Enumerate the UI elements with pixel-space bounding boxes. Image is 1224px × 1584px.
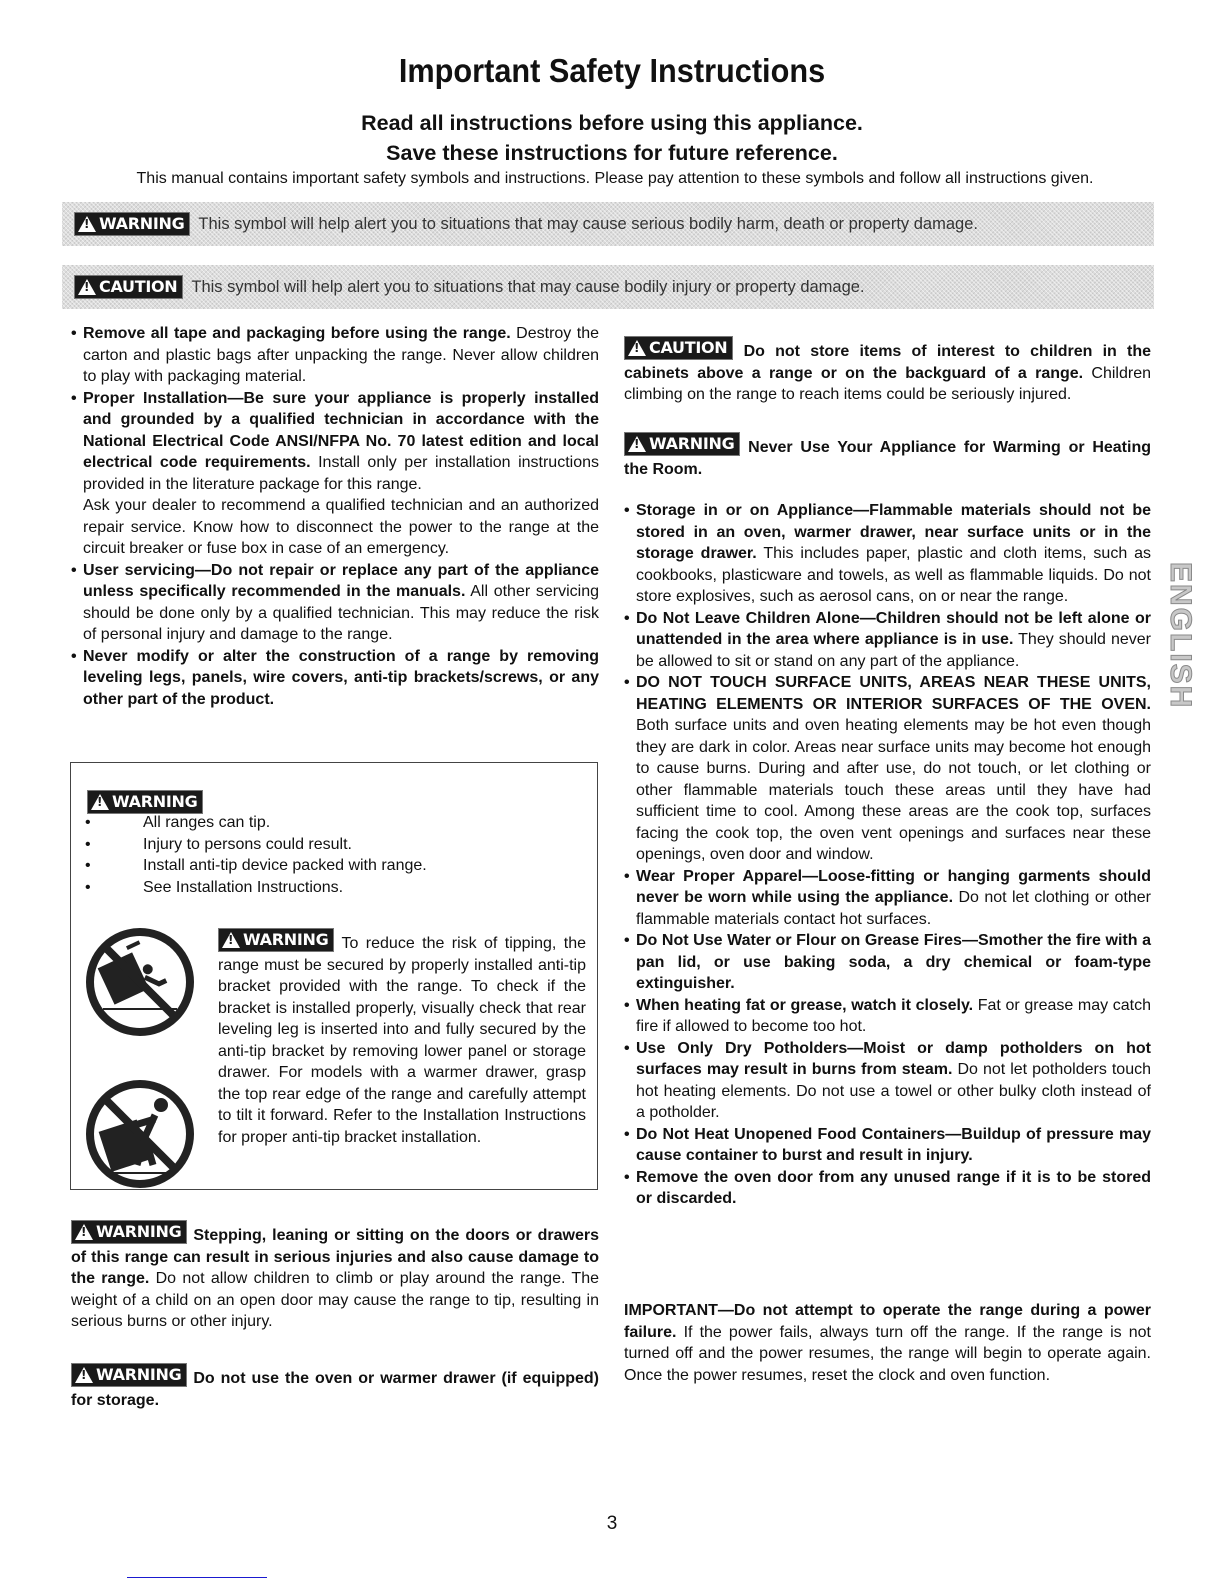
list-item: • Proper Installation—Be sure your appliance is properly installed and grounded by a qualified technician in accordance with the National Electrical Code ANSI/NFPA No. 70 latest edition and local electrical code requirements. Install only per installation instructions provided in the literature package for this range. [71, 388, 599, 496]
list-item: • When heating fat or grease, watch it closely. Fat or grease may catch fire if allowed to become too hot. [624, 995, 1151, 1038]
list-item: • See Installation Instructions. [71, 877, 571, 899]
list-item: • Never modify or alter the construction of a range by removing leveling legs, panels, wire covers, anti-tip brackets/screws, or any other part of the product. [71, 646, 599, 711]
list-item: • Remove all tape and packaging before using the range. Destroy the carton and plastic bags after unpacking the range. Never allow children to play with packaging material. [71, 323, 599, 388]
alert-triangle-icon [75, 1224, 93, 1240]
right-bullets [624, 500, 1151, 1210]
list-item: • Do Not Use Water or Flour on Grease Fires—Smother the fire with a pan lid, or use baking soda, a dry chemical or foam-type extinguisher. [624, 930, 1151, 995]
anti-tip-warning-box [70, 762, 598, 1190]
warning-banner [62, 202, 1154, 246]
warning-badge: ! WARNING [87, 790, 203, 814]
list-item: • Wear Proper Apparel—Loose-fitting or hanging garments should never be worn while using the appliance. Do not let clothing or other flammable materials contact hot surfaces. [624, 866, 1151, 931]
subtitle-save: Save these instructions for future reference. [386, 141, 838, 165]
no-tipping-adult-icon [83, 1077, 197, 1191]
language-tab-label: ENGLISH [1164, 562, 1197, 710]
important-power-failure: IMPORTANT—Do not attempt to operate the range during a power failure. If the power fails, always turn off the range. If the range is not turned off and the power resumes, the range will begin to operate again. Once the power resumes, reset the clock and oven function. [624, 1302, 1151, 1384]
language-tab [1163, 562, 1203, 712]
banner-text: This symbol will help alert you to situations that may cause serious bodily harm, death or property damage. [198, 214, 978, 233]
page-number: 3 [606, 1513, 618, 1534]
link-underline[interactable] [127, 1577, 267, 1578]
dealer-note: Ask your dealer to recommend a qualified technician and an authorized repair service. Know how to disconnect the power to the range at the circuit breaker or fuse box in case of an emergency. [83, 497, 599, 557]
alert-triangle-icon [628, 436, 646, 452]
list-item: • Do Not Leave Children Alone—Children should not be left alone or unattended in the area where appliance is in use. They should never be allowed to sit or stand on any part of the appliance. [624, 608, 1151, 673]
alert-triangle-icon [75, 1367, 93, 1383]
list-item: • DO NOT TOUCH SURFACE UNITS, AREAS NEAR THESE UNITS, HEATING ELEMENTS OR INTERIOR SURFACES OF THE OVEN. Both surface units and oven heating elements may be hot even though they are dark in color. Areas near surface units may become hot enough to cause burns. During and after use, do not touch, or let clothing or other flammable materials touch these areas until they have had sufficient time to cool. Among these areas are the cook top, surfaces facing the cook top, the oven vent openings and surfaces near these openings, oven door and window. [624, 672, 1151, 866]
warning-stepping: ! WARNING Stepping, leaning or sitting on the doors or drawers of this range can result in serious injuries and also cause damage to the range. Do not allow children to climb or play around the range. The weight of a child on an open door may cause the range to tip, resulting in serious burns or other injury. [71, 1220, 599, 1333]
caution-cabinets: ! CAUTION Do not store items of interest to children in the cabinets above a range or on the backguard of a range. Children climbing on the range to reach items could be seriously injured. [624, 336, 1151, 406]
page-title: Important Safety Instructions [398, 52, 826, 89]
list-item: • Do Not Heat Unopened Food Containers—Buildup of pressure may cause container to burst and result in injury. [624, 1124, 1151, 1167]
warning-heating: ! WARNING Never Use Your Appliance for Warming or Heating the Room. [624, 432, 1151, 480]
list-item: • Injury to persons could result. [71, 834, 571, 856]
alert-triangle-icon [222, 932, 240, 948]
list-item: • Remove the oven door from any unused range if it is to be stored or discarded. [624, 1167, 1151, 1210]
warning-storage: ! WARNING Do not use the oven or warmer drawer (if equipped) for storage. [71, 1363, 599, 1411]
list-item: • Use Only Dry Potholders—Moist or damp potholders on hot surfaces may result in burns from steam. Do not let potholders touch hot heating elements. Do not use a towel or other bulky cloth instead of a potholder. [624, 1038, 1151, 1124]
warning-badge: ! WARNING [624, 432, 740, 456]
left-column [71, 323, 599, 710]
warning-badge: ! WARNING [218, 928, 334, 952]
list-item: • Storage in or on Appliance—Flammable materials should not be stored in an oven, warmer drawer, near surface units or in the storage drawer. This includes paper, plastic and cloth items, such as cookbooks, plasticware and towels, as well as flammable liquids. Do not store explosives, such as aerosol cans, on or near the range. [624, 500, 1151, 608]
alert-triangle-icon [78, 216, 96, 232]
list-item: • User servicing—Do not repair or replace any part of the appliance unless specifically recommended in the manuals. All other servicing should be done only by a qualified technician. This may reduce the risk of personal injury and damage to the range. [71, 560, 599, 646]
alert-triangle-icon [628, 340, 646, 356]
alert-triangle-icon [78, 279, 96, 295]
banner-text: This symbol will help alert you to situations that may cause bodily injury or property damage. [191, 277, 865, 296]
no-tipping-child-icon [83, 925, 197, 1039]
warning-badge: ! WARNING [71, 1220, 187, 1244]
tip-list [71, 812, 571, 898]
intro-text: This manual contains important safety symbols and instructions. Please pay attention to these symbols and follow all instructions given. [136, 170, 1094, 187]
anti-tip-instructions: ! WARNING To reduce the risk of tipping, the range must be secured by properly installed anti-tip bracket provided with the range. To check if the bracket is installed properly, visually check that rear leveling leg is inserted into and fully secured by the anti-tip bracket by removing lower panel or storage drawer. For models with a warmer drawer, grasp the top rear edge of the range and carefully attempt to tilt it forward. Refer to the Installation Instructions for proper anti-tip bracket installation. [218, 928, 586, 1148]
caution-badge: ! CAUTION [624, 336, 733, 360]
caution-badge: ! CAUTION [74, 275, 183, 299]
alert-triangle-icon [91, 794, 109, 810]
subtitle-read: Read all instructions before using this appliance. [361, 111, 863, 135]
caution-banner [62, 265, 1154, 309]
list-item: • Install anti-tip device packed with range. [71, 855, 571, 877]
list-item: • All ranges can tip. [71, 812, 571, 834]
warning-badge: ! WARNING [74, 212, 190, 236]
warning-badge: ! WARNING [71, 1363, 187, 1387]
